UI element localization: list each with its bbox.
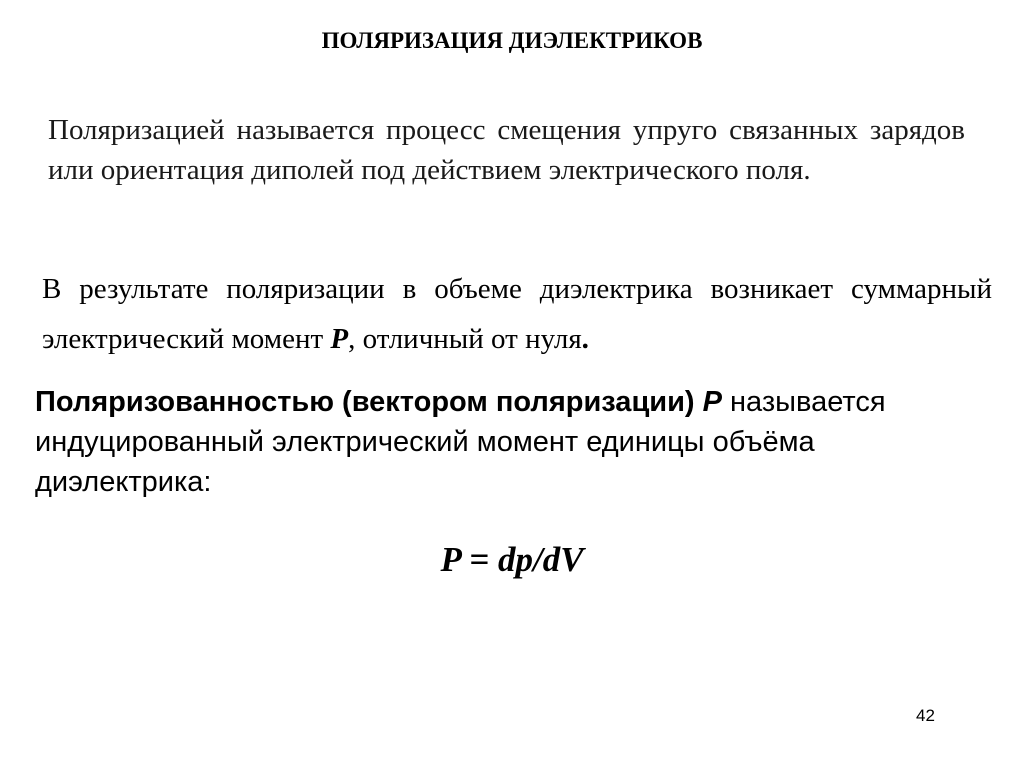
result-text-part1: В результате поляризации в объеме диэлектрика возникает суммарный электрический момент <box>42 273 992 355</box>
polarization-definition <box>35 382 970 502</box>
result-text-part2: , отличный от нуля <box>348 323 582 355</box>
slide-title: ПОЛЯРИЗАЦИЯ ДИЭЛЕКТРИКОВ <box>321 28 703 53</box>
page-number: 42 <box>916 706 935 725</box>
polarization-symbol: P <box>330 323 349 355</box>
polarization-formula: P = dp/dV <box>440 540 584 579</box>
result-period: . <box>581 323 589 355</box>
polarization-definition-text: называется индуцированный электрический момент единицы объёма диэлектрика: <box>35 386 886 498</box>
polarization-term: Поляризованностью (вектором поляризации) <box>35 386 703 418</box>
polarization-vector-symbol: P <box>702 386 722 418</box>
definition-paragraph: Поляризацией называется процесс смещения упруго связанных зарядов или ориентация диполей под действием электрического поля. <box>48 114 965 186</box>
result-paragraph <box>42 264 992 364</box>
